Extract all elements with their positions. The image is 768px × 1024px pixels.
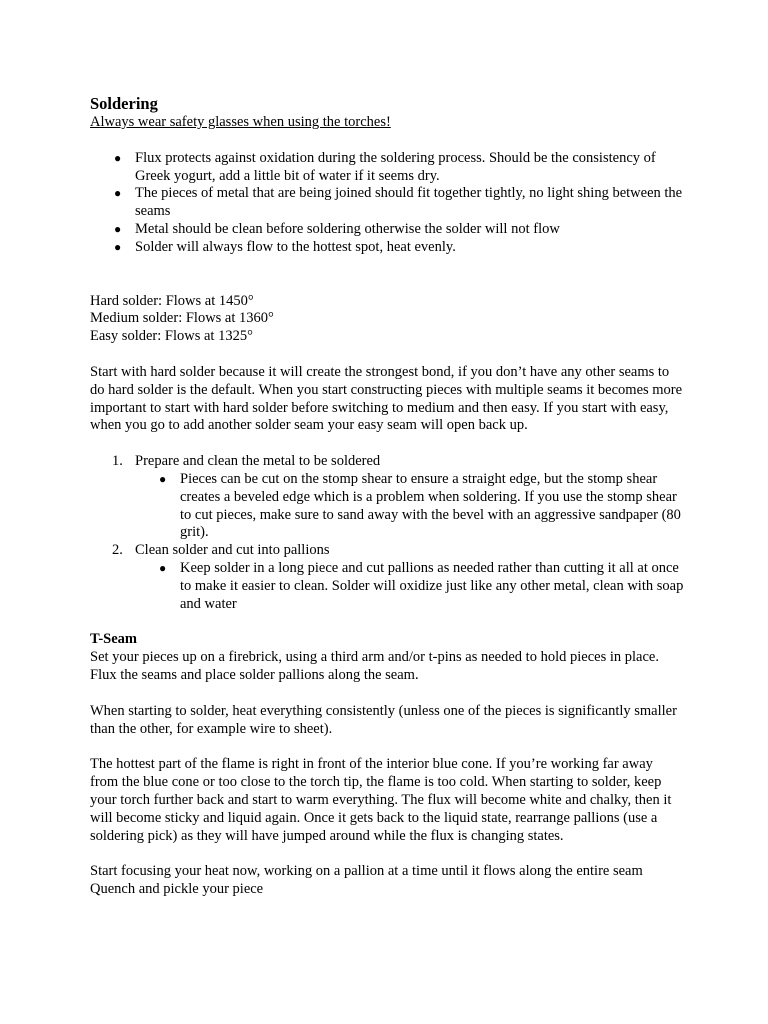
step-detail: Pieces can be cut on the stomp shear to ensure a straight edge, but the stomp shear creates a beveled edge which is a problem when soldering. If you use the stomp shear to cut pieces, make sure to sand away with the bevel with an aggressive sandpaper (80 grit). [180,470,681,541]
bullet-icon: ● [114,150,122,165]
step-details [159,560,684,613]
spacer [90,257,684,293]
bullet-icon: ● [114,221,122,236]
step-label: Clean solder and cut into pallions [135,542,330,559]
document-title: Soldering [90,94,158,113]
spacer [90,346,684,364]
tip-text: Solder will always flow to the hottest spot, heat evenly. [135,238,456,255]
list-item [114,185,684,221]
document-body [90,94,684,899]
tseam-focus: Start focusing your heat now, working on a pallion at a time until it flows along the entire seam [90,863,643,880]
tip-text: Flux protects against oxidation during the soldering process. Should be the consistency of Greek yogurt, add a little bit of water if it seems dry. [135,149,656,184]
tip-text: Metal should be clean before soldering otherwise the solder will not flow [135,220,560,237]
step-label: Prepare and clean the metal to be soldered [135,453,381,470]
bullet-icon: ● [114,239,122,254]
intro-paragraph: Start with hard solder because it will create the strongest bond, if you don’t have any other seams to do hard solder is the default. When you start constructing pieces with multiple seams it becomes more important to start with hard solder before switching to medium and then easy. If you start with easy, when you go to add another solder seam your easy seam will open back up. [90,363,683,434]
list-item [114,150,684,186]
list-item [114,239,684,257]
step-number: 2. [112,542,123,559]
tseam-flame: The hottest part of the flame is right in front of the interior blue cone. If you’re working far away from the blue cone or too close to the torch tip, the flame is too cold. When starting to solder, keep your torch further back and start to warm everything. The flux will become white and chalky, then it will become sticky and liquid again. Once it gets back to the liquid state, rearrange pallions (use a soldering pick) as they will have jumped around while the flux is changing states. [90,756,672,844]
tseam-heating: When starting to solder, heat everything consistently (unless one of the pieces is significantly smaller than the other, for example wire to sheet). [90,702,677,737]
solder-type-hard: Hard solder: Flows at 1450° [90,292,254,309]
bullet-icon: ● [159,560,167,575]
list-item [159,471,684,542]
step-detail: Keep solder in a long piece and cut pallions as needed rather than cutting it all at once to make it easier to clean. Solder will oxidize just like any other metal, clean with soap and water [180,559,684,612]
tseam-setup: Set your pieces up on a firebrick, using a third arm and/or t-pins as needed to hold pieces in place. Flux the seams and place solder pallions along the seam. [90,649,659,683]
section-heading-tseam: T-Seam [90,631,137,648]
list-item [159,560,684,613]
step-item [90,542,684,613]
solder-type-easy: Easy solder: Flows at 1325° [90,328,253,345]
tips-list [114,150,684,257]
solder-types [90,293,684,346]
tseam-finish: Quench and pickle your piece [90,881,264,898]
bullet-icon: ● [114,186,122,201]
spacer [90,685,684,703]
spacer [90,613,684,631]
solder-type-medium: Medium solder: Flows at 1360° [90,310,274,327]
steps-list [90,453,684,613]
step-item [90,453,684,542]
spacer [90,435,684,453]
list-item [114,221,684,239]
safety-note: Always wear safety glasses when using the torches! [90,114,391,130]
spacer [90,738,684,756]
spacer [90,845,684,863]
tip-text: The pieces of metal that are being joined should fit together tightly, no light shing between the seams [135,185,683,220]
bullet-icon: ● [159,471,167,486]
step-details [159,471,684,542]
step-number: 1. [112,453,123,470]
